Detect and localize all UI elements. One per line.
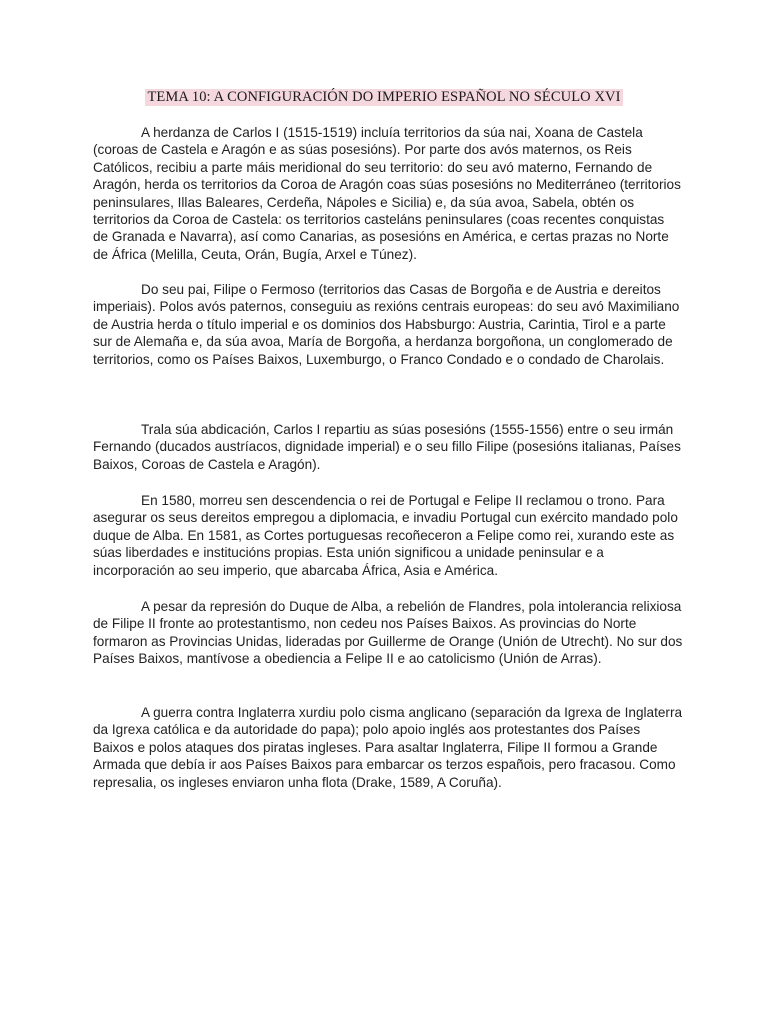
paragraph-abdication: Trala súa abdicación, Carlos I repartiu as súas posesións (1555-1556) entre o seu irmán Fernando (ducados austríacos, dignidade imperial) e o seu fillo Filipe (posesións italianas, Países Baixos, Coroas de Castela e Aragón). [93,422,681,472]
paragraph-portugal: En 1580, morreu sen descendencia o rei de Portugal e Felipe II reclamou o trono. Para asegurar os seus dereitos empregou a diplomacia, e invadiu Portugal cun exército mandado polo duque de Alba. En 1581, as Cortes portuguesas recoñeceron a Felipe como rei, xurando este as súas liberdades e institucións propias. Esta unión significou a unidade peninsular e a incorporación ao seu imperio, que abarcaba África, Asia e América. [93,493,678,578]
document-title: TEMA 10: A CONFIGURACIÓN DO IMPERIO ESPAÑOL NO SÉCULO XVI [147,89,621,105]
paragraph-paternal-inheritance: Do seu pai, Filipe o Fermoso (territorios das Casas de Borgoña e de Austria e dereitos imperiais). Polos avós paternos, conseguiu as rexións centrais europeas: do seu avó Maximiliano de Austria herda o título imperial e os dominios dos Habsburgo: Austria, Carintia, Tirol e a parte sur de Alemaña e, da súa avoa, María de Borgoña, a herdanza borgoñona, un conglomerado de territorios, como os Países Baixos, Luxemburgo, o Franco Condado e o condado de Charolais. [93,282,680,367]
paragraph-england-war: A guerra contra Inglaterra xurdiu polo cisma anglicano (separación da Igrexa de Inglaterra da Igrexa católica e da autoridade do papa); polo apoio inglés aos protestantes dos Países Baixos e polos ataques dos piratas ingleses. Para asaltar Inglaterra, Filipe II formou a Grande Armada que debía ir aos Países Baixos para embarcar os terzos españois, pero fracasou. Como represalia, os ingleses enviaron unha flota (Drake, 1589, A Coruña). [93,705,683,790]
title-container [0,88,768,106]
paragraph-flanders: A pesar da represión do Duque de Alba, a rebelión de Flandres, pola intolerancia relixiosa de Filipe II fronte ao protestantismo, non cedeu nos Países Baixos. As provincias do Norte formaron as Provincias Unidas, lideradas por Guillerme de Orange (Unión de Utrecht). No sur dos Países Baixos, mantívose a obediencia a Felipe II e ao catolicismo (Unión de Arras). [93,599,683,667]
paragraph-carlos-inheritance: A herdanza de Carlos I (1515-1519) incluía territorios da súa nai, Xoana de Castela (coroas de Castela e Aragón e as súas posesións). Por parte dos avós maternos, os Reis Católicos, recibiu a parte máis meridional do seu territorio: do seu avó materno, Fernando de Aragón, herda os territorios da Coroa de Aragón coas súas posesións no Mediterráneo (territorios peninsulares, Illas Baleares, Cerdeña, Nápoles e Sicilia) e, da súa avoa, Sabela, obtén os territorios da Coroa de Castela: os territorios casteláns peninsulares (coas recentes conquistas de Granada e Navarra), así como Canarias, as posesións en América, e certas prazas no Norte de África (Melilla, Ceuta, Orán, Bugía, Arxel e Túnez). [93,125,681,262]
